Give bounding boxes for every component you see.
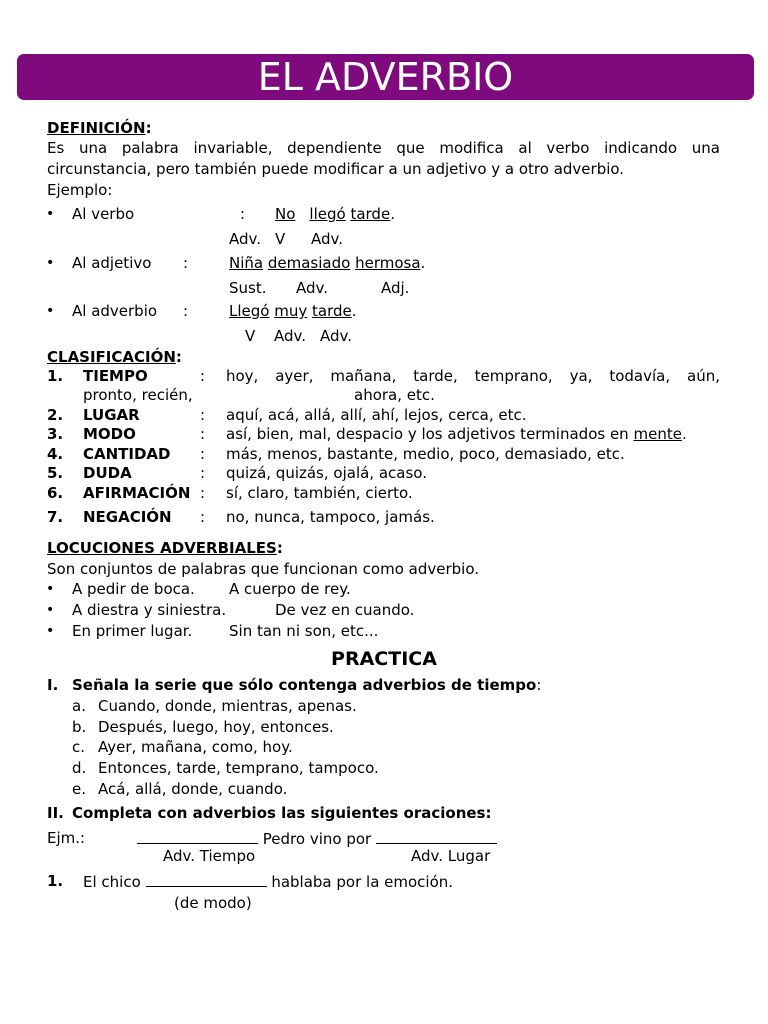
class-name: NEGACIÓN	[83, 508, 172, 526]
grammar-tag: Sust.	[229, 279, 267, 297]
option-letter: a.	[72, 697, 86, 715]
word: llegó	[309, 205, 346, 223]
class-text: más, menos, bastante, medio, poco, demasiado, etc.	[226, 445, 625, 463]
word: tarde	[350, 205, 391, 223]
definition-heading-colon: :	[145, 119, 152, 137]
class-text-continued: pronto, recién,	[83, 386, 193, 404]
option-text: Después, luego, hoy, entonces.	[98, 718, 334, 736]
grammar-tag: V	[245, 327, 256, 345]
option-letter: e.	[72, 780, 86, 798]
class-text-main: así, bien, mal, despacio y los adjetivos terminados en	[226, 425, 629, 443]
definition-text: Es una palabra invariable, dependiente que modifica al verbo indicando una circunstancia, pero también puede modificar a un adjetivo y a otro adverbio.	[47, 139, 720, 178]
class-text-continued: ahora, etc.	[354, 386, 435, 404]
example-sentence	[275, 205, 395, 223]
grammar-tag: (de modo)	[174, 894, 252, 912]
bullet: •	[46, 303, 55, 319]
definition-heading	[47, 119, 152, 137]
word: No	[275, 205, 296, 223]
class-sep: :	[200, 367, 206, 385]
class-name: TIEMPO	[83, 367, 148, 385]
class-number: 6.	[47, 484, 64, 502]
class-number: 7.	[47, 508, 64, 526]
example-label-verb: Al verbo	[72, 205, 135, 223]
locutions-heading-colon: :	[276, 539, 283, 557]
class-text: no, nunca, tampoco, jamás.	[226, 508, 435, 526]
class-text	[226, 425, 687, 443]
question-colon: :	[536, 676, 542, 694]
example-sentence	[137, 829, 497, 848]
class-name: LUGAR	[83, 406, 140, 424]
example-label-adjective: Al adjetivo	[72, 254, 152, 272]
example-middle-text: Pedro vino por	[262, 830, 372, 848]
class-text: quizá, quizás, ojalá, acaso.	[226, 464, 427, 482]
locution-item: En primer lugar.	[72, 622, 193, 640]
locutions-text: Son conjuntos de palabras que funcionan como adverbio.	[47, 560, 480, 578]
sentence-number: 1.	[47, 872, 64, 890]
option-letter: c.	[72, 738, 86, 756]
sentence-start: El chico	[83, 873, 141, 891]
question-text: Completa con adverbios las siguientes oraciones:	[72, 804, 492, 822]
grammar-tag: V	[275, 230, 286, 248]
locution-item: A diestra y siniestra.	[72, 601, 227, 619]
class-text-underlined: mente	[633, 425, 682, 443]
class-number: 3.	[47, 425, 64, 443]
definition-heading-text: DEFINICIÓN	[47, 119, 146, 137]
option-letter: d.	[72, 759, 87, 777]
class-name: MODO	[83, 425, 136, 443]
locutions-heading-text: LOCUCIONES ADVERBIALES	[47, 539, 277, 557]
class-sep: :	[200, 406, 206, 424]
period: .	[420, 254, 426, 272]
option-text: Entonces, tarde, temprano, tampoco.	[98, 759, 379, 777]
class-number: 5.	[47, 464, 64, 482]
word: tarde	[312, 302, 352, 320]
class-sep: :	[200, 445, 206, 463]
grammar-tag: Adv.	[296, 279, 328, 297]
bullet: •	[46, 206, 55, 222]
class-name: DUDA	[83, 464, 132, 482]
class-number: 4.	[47, 445, 64, 463]
class-name: AFIRMACIÓN	[83, 484, 191, 502]
answer-blank[interactable]	[146, 872, 267, 887]
class-name: CANTIDAD	[83, 445, 171, 463]
word: Llegó	[229, 302, 270, 320]
locution-item: A cuerpo de rey.	[229, 580, 351, 598]
sentence-end: hablaba por la emoción.	[271, 873, 454, 891]
example-colon: :	[183, 254, 189, 272]
period: .	[351, 302, 357, 320]
bullet: •	[46, 581, 55, 597]
class-sep: :	[200, 484, 206, 502]
grammar-tag: Adv.	[274, 327, 306, 345]
locution-item: De vez en cuando.	[275, 601, 415, 619]
class-sep: :	[200, 464, 206, 482]
answer-blank[interactable]	[376, 829, 497, 844]
grammar-tag: Adv.	[311, 230, 343, 248]
locution-item: A pedir de boca.	[72, 580, 195, 598]
classification-heading-colon: :	[175, 348, 182, 366]
grammar-tag: Adv.	[229, 230, 261, 248]
question-text	[72, 676, 541, 694]
example-sentence	[229, 254, 425, 272]
answer-blank[interactable]	[137, 829, 258, 844]
grammar-tag: Adj.	[381, 279, 410, 297]
sentence	[83, 872, 453, 891]
example-label: Ejemplo:	[47, 181, 113, 199]
question-number: I.	[47, 676, 59, 694]
grammar-tag: Adv.	[320, 327, 352, 345]
class-sep: :	[200, 425, 206, 443]
classification-heading	[47, 348, 182, 366]
option-text: Acá, allá, donde, cuando.	[98, 780, 288, 798]
question-text-main: Señala la serie que sólo contenga adverbios de tiempo	[72, 676, 537, 694]
word: muy	[274, 302, 308, 320]
option-text: Ayer, mañana, como, hoy.	[98, 738, 293, 756]
page-title: EL ADVERBIO	[257, 55, 514, 99]
locutions-heading	[47, 539, 283, 557]
period: .	[681, 425, 687, 443]
class-number: 1.	[47, 367, 64, 385]
class-text: hoy, ayer, mañana, tarde, temprano, ya, todavía, aún,	[226, 367, 720, 385]
grammar-tag: Adv. Lugar	[411, 847, 491, 865]
word: Niña	[229, 254, 264, 272]
example-colon: :	[240, 205, 246, 223]
period: .	[390, 205, 395, 223]
example-colon: :	[183, 302, 189, 320]
option-letter: b.	[72, 718, 87, 736]
question-number: II.	[47, 804, 64, 822]
grammar-tag: Adv. Tiempo	[163, 847, 256, 865]
class-sep: :	[200, 508, 206, 526]
example-label-adverb: Al adverbio	[72, 302, 158, 320]
class-text: aquí, acá, allá, allí, ahí, lejos, cerca, etc.	[226, 406, 527, 424]
bullet: •	[46, 623, 55, 639]
example-sentence	[229, 302, 357, 320]
title-banner	[17, 54, 754, 100]
locution-item: Sin tan ni son, etc...	[229, 622, 379, 640]
word: hermosa	[355, 254, 421, 272]
practice-heading: PRACTICA	[331, 648, 437, 670]
bullet: •	[46, 255, 55, 271]
word: demasiado	[267, 254, 351, 272]
classification-heading-text: CLASIFICACIÓN	[47, 348, 176, 366]
class-text: sí, claro, también, cierto.	[226, 484, 413, 502]
class-number: 2.	[47, 406, 64, 424]
example-label: Ejm.:	[47, 829, 86, 847]
bullet: •	[46, 602, 55, 618]
option-text: Cuando, donde, mientras, apenas.	[98, 697, 357, 715]
